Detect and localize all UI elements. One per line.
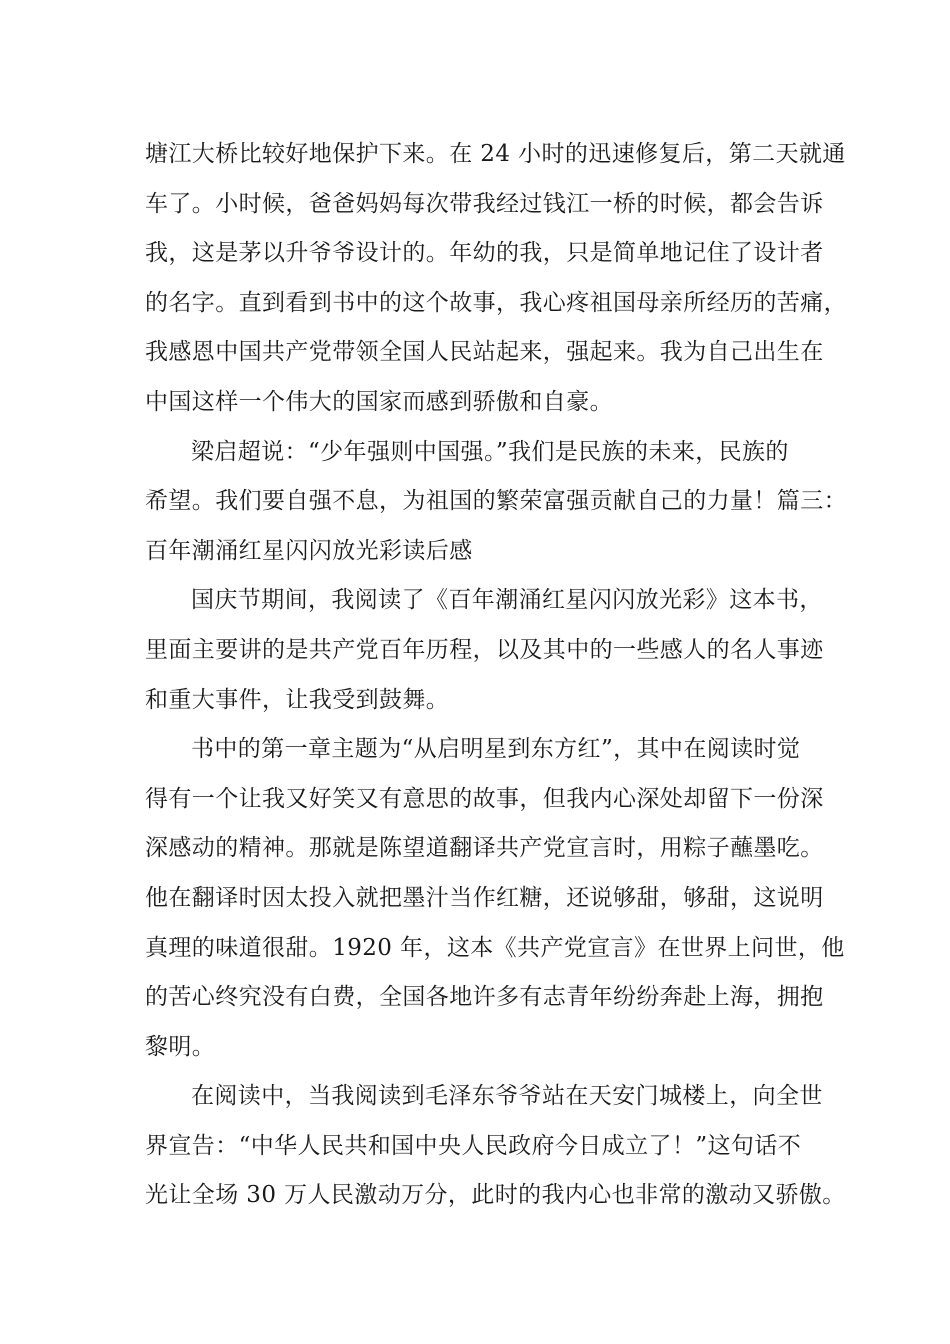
text-line: 得有一个让我又好笑又有意思的故事，但我内心深处却留下一份深 [145, 785, 824, 812]
document-body [145, 130, 847, 1221]
text-line: 我，这是茅以升爷爷设计的。年幼的我，只是简单地记住了设计者 [145, 240, 824, 267]
text-line: 希望。我们要自强不息，为祖国的繁荣富强贡献自己的力量！篇三： [145, 488, 847, 515]
text-line: 和重大事件，让我受到鼓舞。 [145, 686, 450, 713]
text-line: 中国这样一个伟大的国家而感到骄傲和自豪。 [145, 388, 613, 415]
text-line: 他在翻译时因太投入就把墨汁当作红糖，还说够甜，够甜，这说明 [145, 884, 824, 911]
text-line: 真理的味道很甜。1920 年，这本《共产党宣言》在世界上问世，他 [145, 934, 845, 961]
text-line: 我感恩中国共产党带领全国人民站起来，强起来。我为自己出生在 [145, 339, 824, 366]
text-line: 塘江大桥比较好地保护下来。在 24 小时的迅速修复后，第二天就通 [145, 141, 846, 167]
text-line: 里面主要讲的是共产党百年历程，以及其中的一些感人的名人事迹 [145, 636, 824, 663]
text-line: 车了。小时候，爸爸妈妈每次带我经过钱江一桥的时候，都会告诉 [145, 190, 824, 217]
text-line: 界宣告：“中华人民共和国中央人民政府今日成立了！”这句话不 [145, 1132, 802, 1159]
paragraph-start-line: 国庆节期间，我阅读了《百年潮涌红星闪闪放光彩》这本书， [191, 587, 823, 614]
text-line: 光让全场 30 万人民激动万分，此时的我内心也非常的激动又骄傲。 [145, 1182, 846, 1209]
text-line: 黎明。 [145, 1033, 216, 1060]
text-line: 深感动的精神。那就是陈望道翻译共产党宣言时，用粽子蘸墨吃。 [145, 835, 824, 862]
paragraph-start-line: 书中的第一章主题为“从启明星到东方红”，其中在阅读时觉 [191, 736, 801, 763]
text-line: 的名字。直到看到书中的这个故事，我心疼祖国母亲所经历的苦痛， [145, 289, 847, 316]
text-line: 的苦心终究没有白费，全国各地许多有志青年纷纷奔赴上海，拥抱 [145, 984, 824, 1011]
paragraph-start-line: 梁启超说：“少年强则中国强。”我们是民族的未来，民族的 [191, 438, 789, 465]
paragraph-start-line: 在阅读中，当我阅读到毛泽东爷爷站在天安门城楼上，向全世 [191, 1083, 823, 1110]
section-title-line: 百年潮涌红星闪闪放光彩读后感 [145, 537, 473, 564]
